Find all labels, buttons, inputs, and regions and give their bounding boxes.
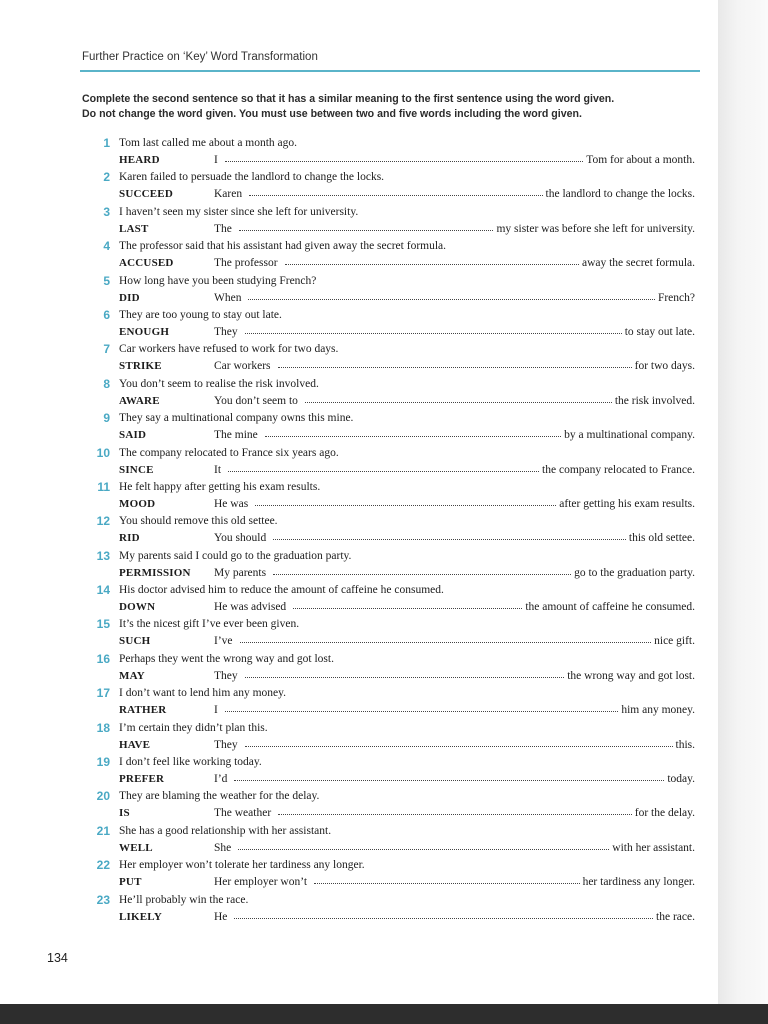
answer-line <box>119 599 695 615</box>
answer-start: He <box>214 910 228 923</box>
answer-start: I’ve <box>214 635 233 648</box>
answer-blank[interactable] <box>245 745 673 747</box>
item-keyword: HAVE <box>119 738 151 751</box>
item-prompt: He’ll probably win the race. <box>119 893 249 906</box>
item-number: 22 <box>96 858 110 873</box>
answer-end: this. <box>675 738 695 751</box>
exercise-item <box>82 893 702 927</box>
item-keyword: DID <box>119 291 140 304</box>
answer-line <box>119 840 695 856</box>
answer-start: They <box>214 738 238 751</box>
exercise-item <box>82 858 702 892</box>
answer-start: The mine <box>214 429 258 442</box>
answer-line <box>119 152 695 168</box>
exercise-item <box>82 342 702 376</box>
answer-end: to stay out late. <box>624 325 695 338</box>
item-prompt: I’m certain they didn’t plan this. <box>119 721 268 734</box>
answer-end: the landlord to change the locks. <box>545 188 695 201</box>
answer-blank[interactable] <box>248 298 654 300</box>
answer-line <box>119 702 695 718</box>
answer-line <box>119 186 695 202</box>
scan-bottom-edge <box>0 1004 768 1024</box>
item-prompt: Karen failed to persuade the landlord to change the locks. <box>119 171 385 184</box>
answer-blank[interactable] <box>245 676 565 678</box>
item-prompt: I haven’t seen my sister since she left for university. <box>119 205 359 218</box>
answer-start: I’d <box>214 773 228 786</box>
answer-line <box>119 324 695 340</box>
section-header-title: Further Practice on ‘Key’ Word Transformation <box>82 51 318 63</box>
answer-line <box>119 358 695 374</box>
exercise-item <box>82 721 702 755</box>
answer-line <box>119 805 695 821</box>
item-prompt: The company relocated to France six years ago. <box>119 446 339 459</box>
item-keyword: AWARE <box>119 394 160 407</box>
answer-end: the wrong way and got lost. <box>567 669 695 682</box>
answer-blank[interactable] <box>265 435 561 437</box>
answer-blank[interactable] <box>228 470 539 472</box>
item-prompt: She has a good relationship with her assistant. <box>119 824 332 837</box>
answer-blank[interactable] <box>238 848 609 850</box>
answer-line <box>119 427 695 443</box>
answer-end: for the delay. <box>634 807 695 820</box>
item-number: 3 <box>103 204 110 219</box>
item-number: 16 <box>96 651 110 666</box>
answer-end: the race. <box>656 910 695 923</box>
item-keyword: HEARD <box>119 154 160 166</box>
item-keyword: PERMISSION <box>119 566 191 579</box>
item-keyword: PUT <box>119 876 142 889</box>
exercise-item <box>82 686 702 720</box>
answer-line <box>119 874 695 890</box>
exercise-item <box>82 480 702 514</box>
answer-start: The <box>214 222 232 235</box>
item-keyword: PREFER <box>119 773 165 786</box>
answer-blank[interactable] <box>225 160 583 162</box>
exercise-list <box>82 136 702 927</box>
answer-start: They <box>214 325 238 338</box>
exercise-item <box>82 239 702 273</box>
answer-start: You should <box>214 532 267 545</box>
answer-end: away the secret formula. <box>581 257 695 270</box>
answer-line <box>119 530 695 546</box>
item-prompt: It’s the nicest gift I’ve ever been given. <box>119 618 300 631</box>
item-prompt: The professor said that his assistant had given away the secret formula. <box>119 240 447 253</box>
item-prompt: Perhaps they went the wrong way and got lost. <box>119 652 334 665</box>
answer-line <box>119 255 695 271</box>
instructions-block <box>82 92 704 122</box>
answer-end: after getting his exam results. <box>559 497 695 510</box>
item-prompt: You should remove this old settee. <box>119 515 278 528</box>
item-prompt: I don’t feel like working today. <box>119 756 262 769</box>
answer-blank[interactable] <box>249 194 542 196</box>
item-number: 12 <box>96 514 110 529</box>
answer-start: The professor <box>214 257 278 270</box>
exercise-item <box>82 514 702 548</box>
item-keyword: ENOUGH <box>119 325 170 338</box>
answer-blank[interactable] <box>234 779 664 781</box>
item-keyword: IS <box>119 807 130 820</box>
answer-blank[interactable] <box>239 229 494 231</box>
answer-start: When <box>214 291 242 304</box>
page-edge-shadow <box>718 0 768 1024</box>
answer-end: Tom for about a month. <box>586 154 695 166</box>
answer-end: this old settee. <box>628 532 695 545</box>
instructions-line: Do not change the word given. You must use between two and five words including the word given. <box>82 108 582 120</box>
item-prompt: Car workers have refused to work for two days. <box>119 343 339 356</box>
item-keyword: LIKELY <box>119 910 162 923</box>
item-number: 23 <box>96 892 110 907</box>
answer-end: the company relocated to France. <box>542 463 695 476</box>
item-keyword: ACCUSED <box>119 257 174 270</box>
answer-line <box>119 737 695 753</box>
exercise-item <box>82 205 702 239</box>
item-number: 8 <box>103 376 110 391</box>
answer-end: by a multinational company. <box>564 429 695 442</box>
answer-end: French? <box>657 291 695 304</box>
item-prompt: Her employer won’t tolerate her tardiness any longer. <box>119 859 365 872</box>
answer-end: her tardiness any longer. <box>582 876 695 889</box>
answer-end: today. <box>667 773 695 786</box>
answer-start: Her employer won’t <box>214 876 308 889</box>
item-number: 20 <box>96 789 110 804</box>
exercise-item <box>82 789 702 823</box>
answer-blank[interactable] <box>305 401 612 403</box>
item-number: 4 <box>103 239 110 254</box>
answer-end: for two days. <box>634 360 695 373</box>
item-number: 13 <box>96 548 110 563</box>
item-number: 15 <box>96 617 110 632</box>
answer-blank[interactable] <box>293 607 522 609</box>
answer-blank[interactable] <box>314 882 580 884</box>
item-keyword: SUCCEED <box>119 188 173 201</box>
answer-line <box>119 668 695 684</box>
item-keyword: RATHER <box>119 704 167 717</box>
answer-end: go to the graduation party. <box>574 566 695 579</box>
answer-start: I <box>214 154 218 166</box>
answer-line <box>119 290 695 306</box>
page-number: 134 <box>47 951 68 965</box>
item-number: 5 <box>103 273 110 288</box>
item-number: 7 <box>103 342 110 357</box>
item-keyword: MOOD <box>119 497 156 510</box>
answer-blank[interactable] <box>245 332 622 334</box>
answer-line <box>119 393 695 409</box>
item-prompt: His doctor advised him to reduce the amount of caffeine he consumed. <box>119 584 444 597</box>
answer-line <box>119 221 695 237</box>
item-number: 9 <box>103 411 110 426</box>
item-number: 18 <box>96 720 110 735</box>
answer-line <box>119 771 695 787</box>
answer-end: the amount of caffeine he consumed. <box>525 601 695 614</box>
header-divider <box>80 70 700 72</box>
item-keyword: DOWN <box>119 601 156 614</box>
answer-start: He was advised <box>214 601 287 614</box>
item-prompt: Tom last called me about a month ago. <box>119 137 298 149</box>
item-prompt: My parents said I could go to the graduation party. <box>119 549 352 562</box>
answer-start: He was <box>214 497 249 510</box>
answer-end: nice gift. <box>654 635 695 648</box>
answer-blank[interactable] <box>273 538 626 540</box>
answer-blank[interactable] <box>234 917 653 919</box>
answer-end: the risk involved. <box>614 394 695 407</box>
item-prompt: You don’t seem to realise the risk involved. <box>119 377 319 390</box>
item-keyword: SAID <box>119 429 147 442</box>
item-prompt: He felt happy after getting his exam results. <box>119 480 321 493</box>
item-keyword: LAST <box>119 222 149 235</box>
item-number: 19 <box>96 755 110 770</box>
item-number: 21 <box>96 823 110 838</box>
exercise-item <box>82 446 702 480</box>
item-prompt: They are blaming the weather for the delay. <box>119 790 320 803</box>
answer-start: They <box>214 669 238 682</box>
answer-line <box>119 909 695 925</box>
exercise-item <box>82 617 702 651</box>
exercise-item <box>82 824 702 858</box>
item-keyword: WELL <box>119 841 153 854</box>
answer-line <box>119 496 695 512</box>
item-prompt: They say a multinational company owns this mine. <box>119 412 354 425</box>
instructions-line: Complete the second sentence so that it has a similar meaning to the first sentence using the word given. <box>82 93 615 105</box>
answer-blank[interactable] <box>278 366 632 368</box>
item-number: 10 <box>96 445 110 460</box>
answer-line <box>119 565 695 581</box>
answer-start: Car workers <box>214 360 271 373</box>
exercise-item <box>82 411 702 445</box>
item-keyword: SINCE <box>119 463 154 476</box>
answer-start: It <box>214 463 222 476</box>
answer-end: him any money. <box>621 704 695 717</box>
item-prompt: I don’t want to lend him any money. <box>119 687 287 700</box>
exercise-item <box>82 377 702 411</box>
item-keyword: MAY <box>119 669 145 682</box>
answer-line <box>119 633 695 649</box>
exercise-item <box>82 549 702 583</box>
answer-blank[interactable] <box>278 813 632 815</box>
answer-start: The weather <box>214 807 272 820</box>
answer-start: I <box>214 704 218 717</box>
answer-blank[interactable] <box>240 641 652 643</box>
exercise-item <box>82 136 702 170</box>
answer-start: She <box>214 841 232 854</box>
answer-blank[interactable] <box>273 573 571 575</box>
item-number: 6 <box>103 307 110 322</box>
answer-blank[interactable] <box>285 263 579 265</box>
item-keyword: STRIKE <box>119 360 162 373</box>
exercise-item <box>82 308 702 342</box>
exercise-item <box>82 652 702 686</box>
answer-start: You don’t seem to <box>214 394 298 407</box>
answer-end: with her assistant. <box>612 841 695 854</box>
exercise-item <box>82 755 702 789</box>
answer-blank[interactable] <box>225 710 618 712</box>
item-number: 2 <box>103 170 110 185</box>
item-keyword: SUCH <box>119 635 151 648</box>
answer-blank[interactable] <box>255 504 556 506</box>
item-keyword: RID <box>119 532 140 545</box>
answer-end: my sister was before she left for university. <box>496 222 695 235</box>
answer-start: Karen <box>214 188 243 201</box>
exercise-item <box>82 274 702 308</box>
answer-line <box>119 462 695 478</box>
item-prompt: How long have you been studying French? <box>119 274 317 287</box>
item-number: 11 <box>97 479 110 494</box>
answer-start: My parents <box>214 566 267 579</box>
item-number: 17 <box>96 686 110 701</box>
exercise-item <box>82 170 702 204</box>
item-number: 1 <box>103 136 110 150</box>
exercise-item <box>82 583 702 617</box>
item-number: 14 <box>96 583 110 598</box>
item-prompt: They are too young to stay out late. <box>119 308 282 321</box>
